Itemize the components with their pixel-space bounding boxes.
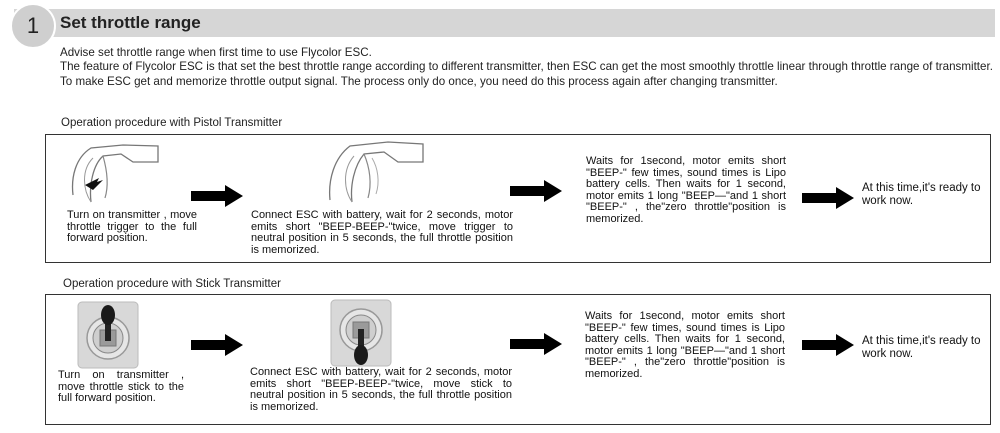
- pistol-section-label: Operation procedure with Pistol Transmitter: [61, 117, 283, 129]
- stick-step-1-text: Turn on transmitter , move throttle stick to the full forward position.: [58, 369, 184, 405]
- pistol-trigger-full-icon: [63, 140, 163, 210]
- pistol-arrow-2: [510, 180, 562, 202]
- stick-arrow-1: [191, 334, 243, 356]
- pistol-arrow-1: [191, 185, 243, 207]
- stick-step-2-text: Connect ESC with battery, wait for 2 seconds, motor emits short "BEEP-BEEP-"twice, move stick to neutral position in 5 seconds, the full throttle position is memorized.: [250, 366, 512, 413]
- stick-procedure-panel: [45, 294, 991, 425]
- stick-full-forward-icon: [77, 301, 139, 369]
- step-number: 1: [26, 13, 40, 38]
- pistol-step-4-text: At this time,it's ready to work now.: [862, 182, 981, 207]
- stick-section-label: Operation procedure with Stick Transmitter: [63, 278, 281, 290]
- pistol-step-3-text: Waits for 1second, motor emits short "BEEP-" few times, sound times is Lipo battery cells. Then waits for 1 second, motor emits 1 long "BEEP—"and 1 short "BEEP-" , the"zero throttle"position is memorized.: [586, 155, 786, 225]
- stick-step-3-text: Waits for 1second, motor emits short "BEEP-" few times, sound times is Lipo battery cells. Then waits for 1 second, motor emits 1 long "BEEP—"and 1 short "BEEP-" , the"zero throttle"position is memorized.: [585, 310, 785, 380]
- pistol-trigger-neutral-icon: [318, 138, 428, 208]
- stick-arrow-2: [510, 333, 562, 355]
- pistol-step-2-text: Connect ESC with battery, wait for 2 seconds, motor emits short "BEEP-BEEP-"twice, move trigger to neutral position in 5 seconds, the full throttle position is memorized.: [251, 209, 513, 256]
- pistol-arrow-3: [802, 187, 854, 209]
- intro-line-1: Advise set throttle range when first time to use Flycolor ESC.: [60, 46, 372, 59]
- pistol-step-1-text: Turn on transmitter , move throttle trigger to the full forward position.: [67, 209, 197, 245]
- stick-arrow-3: [802, 334, 854, 356]
- intro-text: [60, 46, 995, 89]
- stick-step-4-text: At this time,it's ready to work now.: [862, 335, 981, 360]
- intro-line-2: The feature of Flycolor ESC is that set the best throttle range according to different transmitter, then ESC can get the most smoothly throttle linear through throttle range of transmitter. To make ESC get and memorize throttle output signal. The process only do once, you need do this process again after changing transmitter.: [60, 60, 993, 88]
- step-number-badge: [10, 3, 56, 49]
- stick-neutral-icon: [330, 299, 392, 367]
- section-title: Set throttle range: [60, 13, 201, 32]
